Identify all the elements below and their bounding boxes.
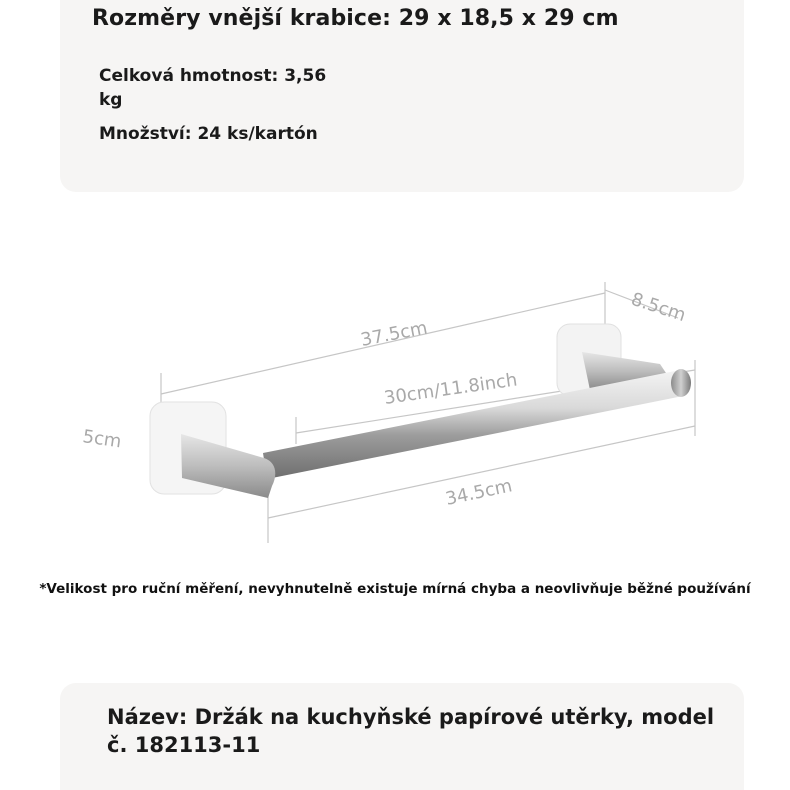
quantity-per-carton: Množství: 24 ks/kartón	[99, 124, 318, 144]
height-label: 5cm	[81, 426, 123, 453]
depth-label: 8.5cm	[628, 288, 689, 327]
inner-length-label: 34.5cm	[443, 475, 515, 510]
bar-length-label: 30cm/11.8inch	[382, 369, 519, 409]
left-wall-mount	[150, 402, 275, 498]
gross-weight: Celková hmotnost: 3,56 kg	[99, 66, 327, 110]
towel-bar-dimension-diagram	[60, 260, 760, 560]
cropped-text-line	[110, 784, 530, 790]
product-name: Název: Držák na kuchyňské papírové utěrky, model č. 182113-11	[107, 705, 715, 757]
total-length-label: 37.5cm	[358, 317, 430, 351]
measurement-disclaimer: *Velikost pro ruční měření, nevyhnutelně existuje mírná chyba a neovlivňuje běžné používání	[39, 581, 751, 597]
box-dimensions: Rozměry vnější krabice: 29 x 18,5 x 29 cm	[92, 6, 619, 31]
